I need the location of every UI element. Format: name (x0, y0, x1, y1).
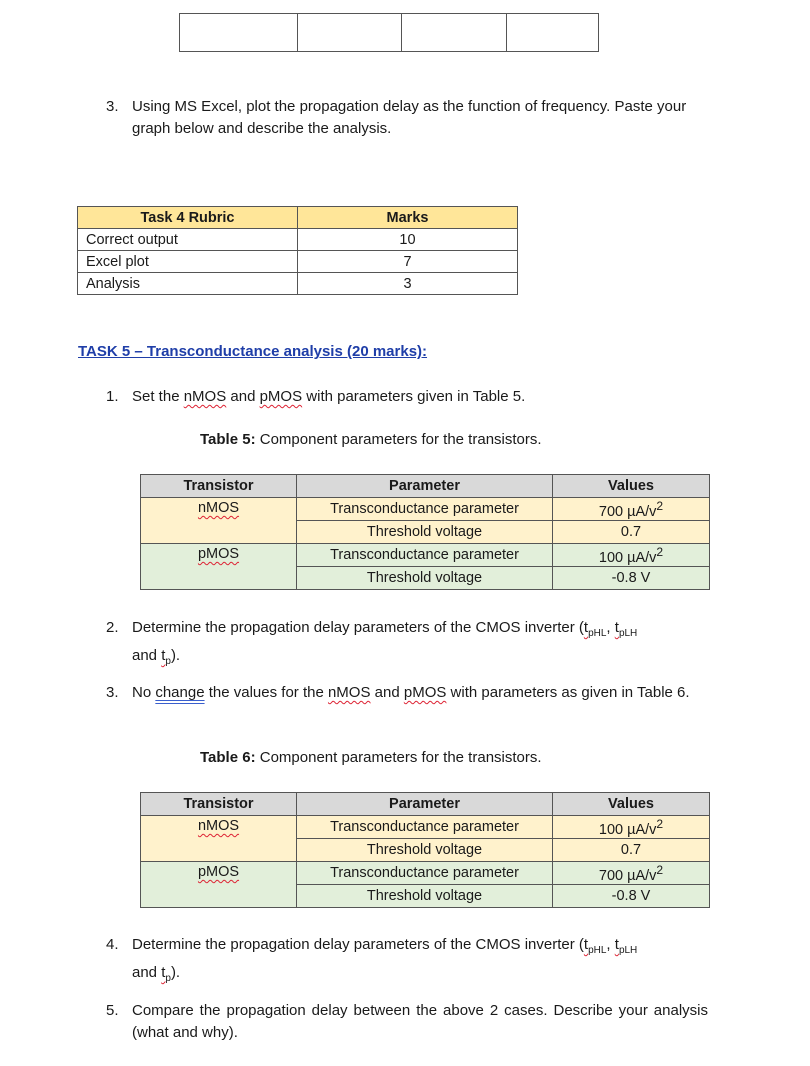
value-text: 100 µA/v (598, 821, 657, 838)
table6-parameters (140, 792, 710, 908)
subscript: pLH (618, 628, 638, 639)
value-cell: -0.8 V (553, 567, 710, 590)
superscript: 2 (656, 544, 664, 559)
pmos-term: pMOS (403, 684, 447, 701)
tplh-term (614, 936, 638, 956)
text-part: No (132, 684, 156, 701)
nmos-label: nMOS (197, 500, 240, 516)
t-symbol: t (614, 619, 619, 636)
t-symbol: t (583, 619, 589, 636)
question-text: Compare the propagation delay between the above 2 cases. Describe your analysis (what and why). (132, 1002, 708, 1041)
task5-question-4 (106, 934, 706, 984)
parameter-cell: Transconductance parameter (297, 544, 553, 567)
text-part: Set the (132, 388, 184, 405)
parameter-cell: Threshold voltage (297, 839, 553, 862)
question-text: Using MS Excel, plot the propagation delay as the function of frequency. Paste your graph below and describe the analysis. (132, 98, 687, 137)
text-part: with parameters as given in Table 6. (446, 684, 690, 701)
table-row (141, 544, 710, 567)
empty-table-fragment (179, 13, 599, 52)
nmos-label: nMOS (197, 818, 240, 834)
t-symbol: t (583, 936, 589, 953)
text-part: with parameters given in Table 5. (302, 388, 526, 405)
caption-text: Component parameters for the transistors. (255, 749, 542, 766)
caption-text: Component parameters for the transistors. (255, 431, 542, 448)
task4-rubric-table (77, 206, 518, 295)
task5-question-2 (106, 617, 706, 667)
question-text (132, 386, 708, 408)
table5-caption (200, 431, 542, 448)
rubric-item: Analysis (78, 273, 298, 295)
text-part: , (606, 936, 615, 953)
question-text (132, 682, 708, 704)
value-cell (553, 862, 710, 885)
parameter-cell: Threshold voltage (297, 567, 553, 590)
superscript: 2 (656, 862, 664, 877)
value-cell: 0.7 (553, 839, 710, 862)
tphl-term (583, 936, 607, 956)
text-part: Determine the propagation delay parameters of the CMOS inverter ( (132, 936, 584, 953)
task5-question-1 (106, 386, 706, 408)
value-text: 100 µA/v (598, 549, 657, 566)
task5-heading: TASK 5 – Transconductance analysis (20 marks): (78, 343, 428, 360)
question-text (132, 617, 708, 673)
table-row (78, 273, 518, 295)
rubric-item: Excel plot (78, 251, 298, 273)
tp-term (161, 647, 171, 667)
column-header: Transistor (141, 475, 297, 498)
rubric-marks: 7 (298, 251, 518, 273)
question-number: 2. (106, 619, 119, 636)
value-text: 700 µA/v (598, 867, 657, 884)
rubric-item: Correct output (78, 229, 298, 251)
question-number: 3. (106, 98, 119, 115)
transistor-pmos (141, 544, 297, 590)
nmos-term: nMOS (183, 388, 227, 405)
table-header-row (141, 793, 710, 816)
subscript: pHL (588, 628, 607, 639)
transistor-nmos (141, 816, 297, 862)
t-symbol: t (161, 647, 166, 664)
table-row (78, 251, 518, 273)
pmos-label: pMOS (197, 864, 240, 880)
text-part: and (226, 388, 260, 405)
transistor-nmos (141, 498, 297, 544)
task5-question-5 (106, 1000, 706, 1046)
parameter-cell: Transconductance parameter (297, 816, 553, 839)
subscript: pLH (618, 945, 638, 956)
column-header: Parameter (297, 793, 553, 816)
empty-cell (298, 14, 402, 52)
t-symbol: t (161, 964, 166, 981)
pmos-label: pMOS (197, 546, 240, 562)
table5-parameters (140, 474, 710, 590)
text-part: and (132, 647, 162, 664)
parameter-cell: Transconductance parameter (297, 862, 553, 885)
caption-label: Table 6: (200, 749, 256, 766)
rubric-marks: 3 (298, 273, 518, 295)
text-part: Determine the propagation delay parameters of the CMOS inverter ( (132, 619, 584, 636)
text-part: and (370, 684, 404, 701)
column-header: Transistor (141, 793, 297, 816)
text-part: ). (170, 647, 181, 664)
value-text: 700 µA/v (598, 503, 657, 520)
table6-caption (200, 749, 542, 766)
parameter-cell: Threshold voltage (297, 521, 553, 544)
column-header: Values (553, 793, 710, 816)
text-part: and (132, 964, 162, 981)
parameter-cell: Threshold voltage (297, 885, 553, 908)
tplh-term (614, 619, 638, 639)
table-row (78, 229, 518, 251)
superscript: 2 (656, 816, 664, 831)
t-symbol: t (614, 936, 619, 953)
value-cell: 0.7 (553, 521, 710, 544)
task5-question-3 (106, 682, 706, 728)
value-cell (553, 544, 710, 567)
subscript: pHL (588, 945, 607, 956)
question-number: 4. (106, 936, 119, 953)
table-row (141, 862, 710, 885)
empty-cell (402, 14, 507, 52)
empty-cell (507, 14, 599, 52)
value-cell (553, 498, 710, 521)
pmos-term: pMOS (259, 388, 303, 405)
transistor-pmos (141, 862, 297, 908)
caption-label: Table 5: (200, 431, 256, 448)
value-cell: -0.8 V (553, 885, 710, 908)
text-part: the values for the (204, 684, 328, 701)
superscript: 2 (656, 498, 664, 513)
parameter-cell: Transconductance parameter (297, 498, 553, 521)
table-row (141, 816, 710, 839)
rubric-header-cell: Task 4 Rubric (78, 207, 298, 229)
nmos-term: nMOS (327, 684, 371, 701)
table-row (141, 498, 710, 521)
text-part: ). (170, 964, 181, 981)
question-number: 1. (106, 388, 119, 405)
change-term: change (155, 684, 205, 701)
column-header: Parameter (297, 475, 553, 498)
question-number: 3. (106, 684, 119, 701)
tphl-term (583, 619, 607, 639)
table-header-row (141, 475, 710, 498)
rubric-header-cell: Marks (298, 207, 518, 229)
subscript: p (165, 973, 171, 984)
rubric-marks: 10 (298, 229, 518, 251)
question-3-excel (106, 96, 706, 142)
empty-cell (180, 14, 298, 52)
question-number: 5. (106, 1002, 119, 1019)
text-part: , (606, 619, 615, 636)
subscript: p (165, 656, 171, 667)
tp-term (161, 964, 171, 984)
question-text (132, 934, 708, 990)
column-header: Values (553, 475, 710, 498)
value-cell (553, 816, 710, 839)
rubric-header-row (78, 207, 518, 229)
